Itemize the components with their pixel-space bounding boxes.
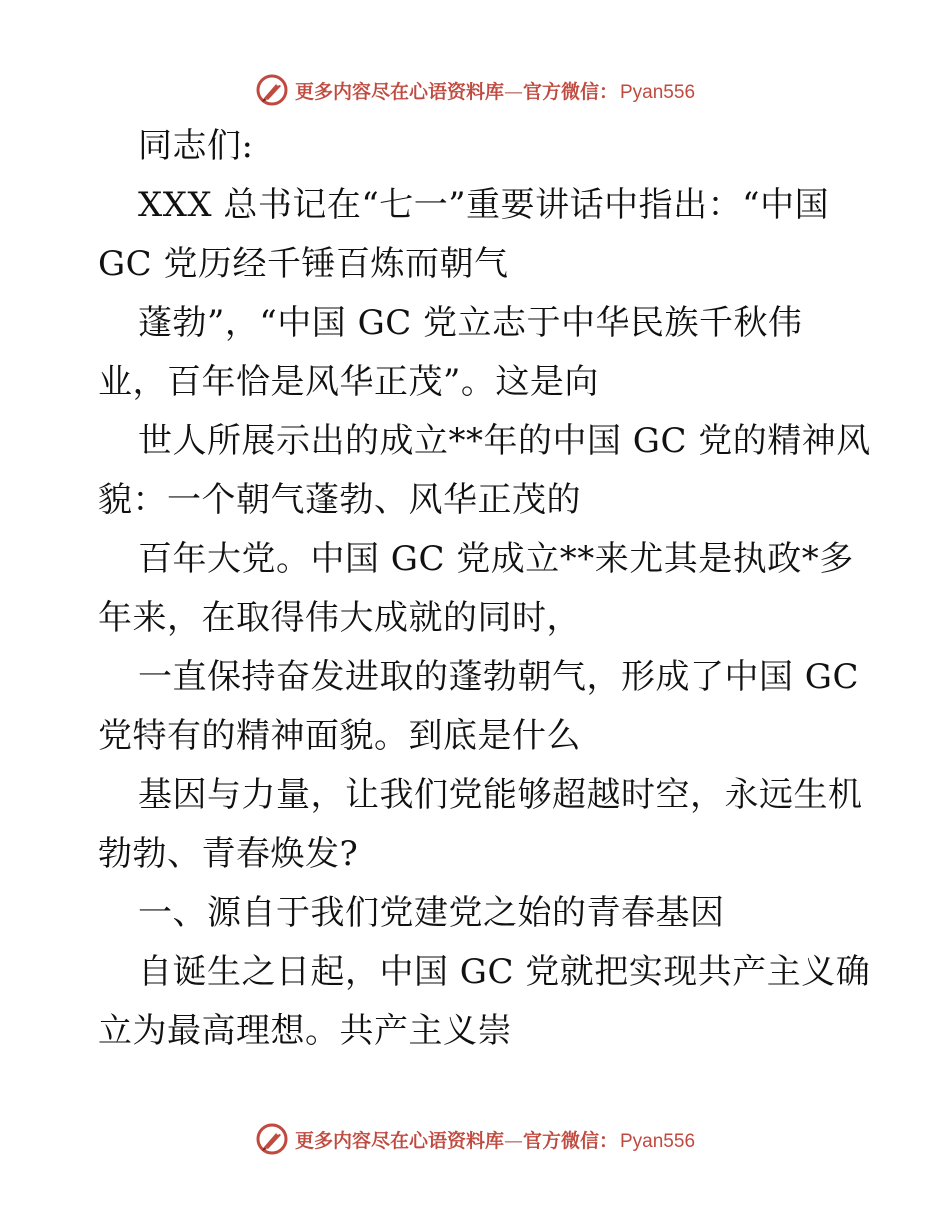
- pen-logo-icon: [255, 73, 289, 107]
- pen-logo-icon: [255, 1122, 289, 1156]
- text-line: 勃勃、青春焕发?: [98, 834, 359, 874]
- text-line: 年来，在取得伟大成就的同时，: [98, 598, 581, 638]
- watermark-wechat-id: Pyan556: [620, 81, 696, 103]
- text-line: 蓬勃”，“中国 GC 党立志于中华民族千秋伟: [138, 303, 803, 343]
- watermark-wechat-label: 官方微信：: [522, 1129, 618, 1152]
- watermark-brand-text: 更多内容尽在心语资料库: [294, 80, 504, 103]
- text-line: 貌：一个朝气蓬勃、风华正茂的: [98, 480, 581, 520]
- text-line: 立为最高理想。共产主义崇: [98, 1011, 512, 1051]
- text-line: GC 党历经千锤百炼而朝气: [98, 244, 509, 284]
- text-line: 基因与力量，让我们党能够超越时空，永远生机: [138, 775, 863, 815]
- watermark-separator: —: [503, 80, 523, 103]
- text-line: 党特有的精神面貌。到底是什么: [98, 716, 581, 756]
- text-line: 业，百年恰是风华正茂”。这是向: [98, 362, 599, 402]
- text-line: 世人所展示出的成立**年的中国 GC 党的精神风: [138, 421, 871, 461]
- watermark-wechat-id: Pyan556: [620, 1130, 696, 1152]
- text-line: 自诞生之日起，中国 GC 党就把实现共产主义确: [138, 952, 871, 992]
- text-line: XXX 总书记在“七一”重要讲话中指出：“中国: [138, 185, 830, 225]
- watermark-wechat-label: 官方微信：: [522, 80, 618, 103]
- footer-watermark: [0, 1119, 950, 1159]
- text-line: 一直保持奋发进取的蓬勃朝气，形成了中国 GC: [138, 657, 859, 697]
- header-watermark: [0, 70, 950, 110]
- text-line: 同志们:: [138, 126, 254, 166]
- watermark-brand-text: 更多内容尽在心语资料库: [294, 1129, 504, 1152]
- watermark-separator: —: [503, 1129, 523, 1152]
- text-line: 百年大党。中国 GC 党成立**来尤其是执政*多: [138, 539, 854, 579]
- section-heading: 一、源自于我们党建党之始的青春基因: [138, 893, 725, 933]
